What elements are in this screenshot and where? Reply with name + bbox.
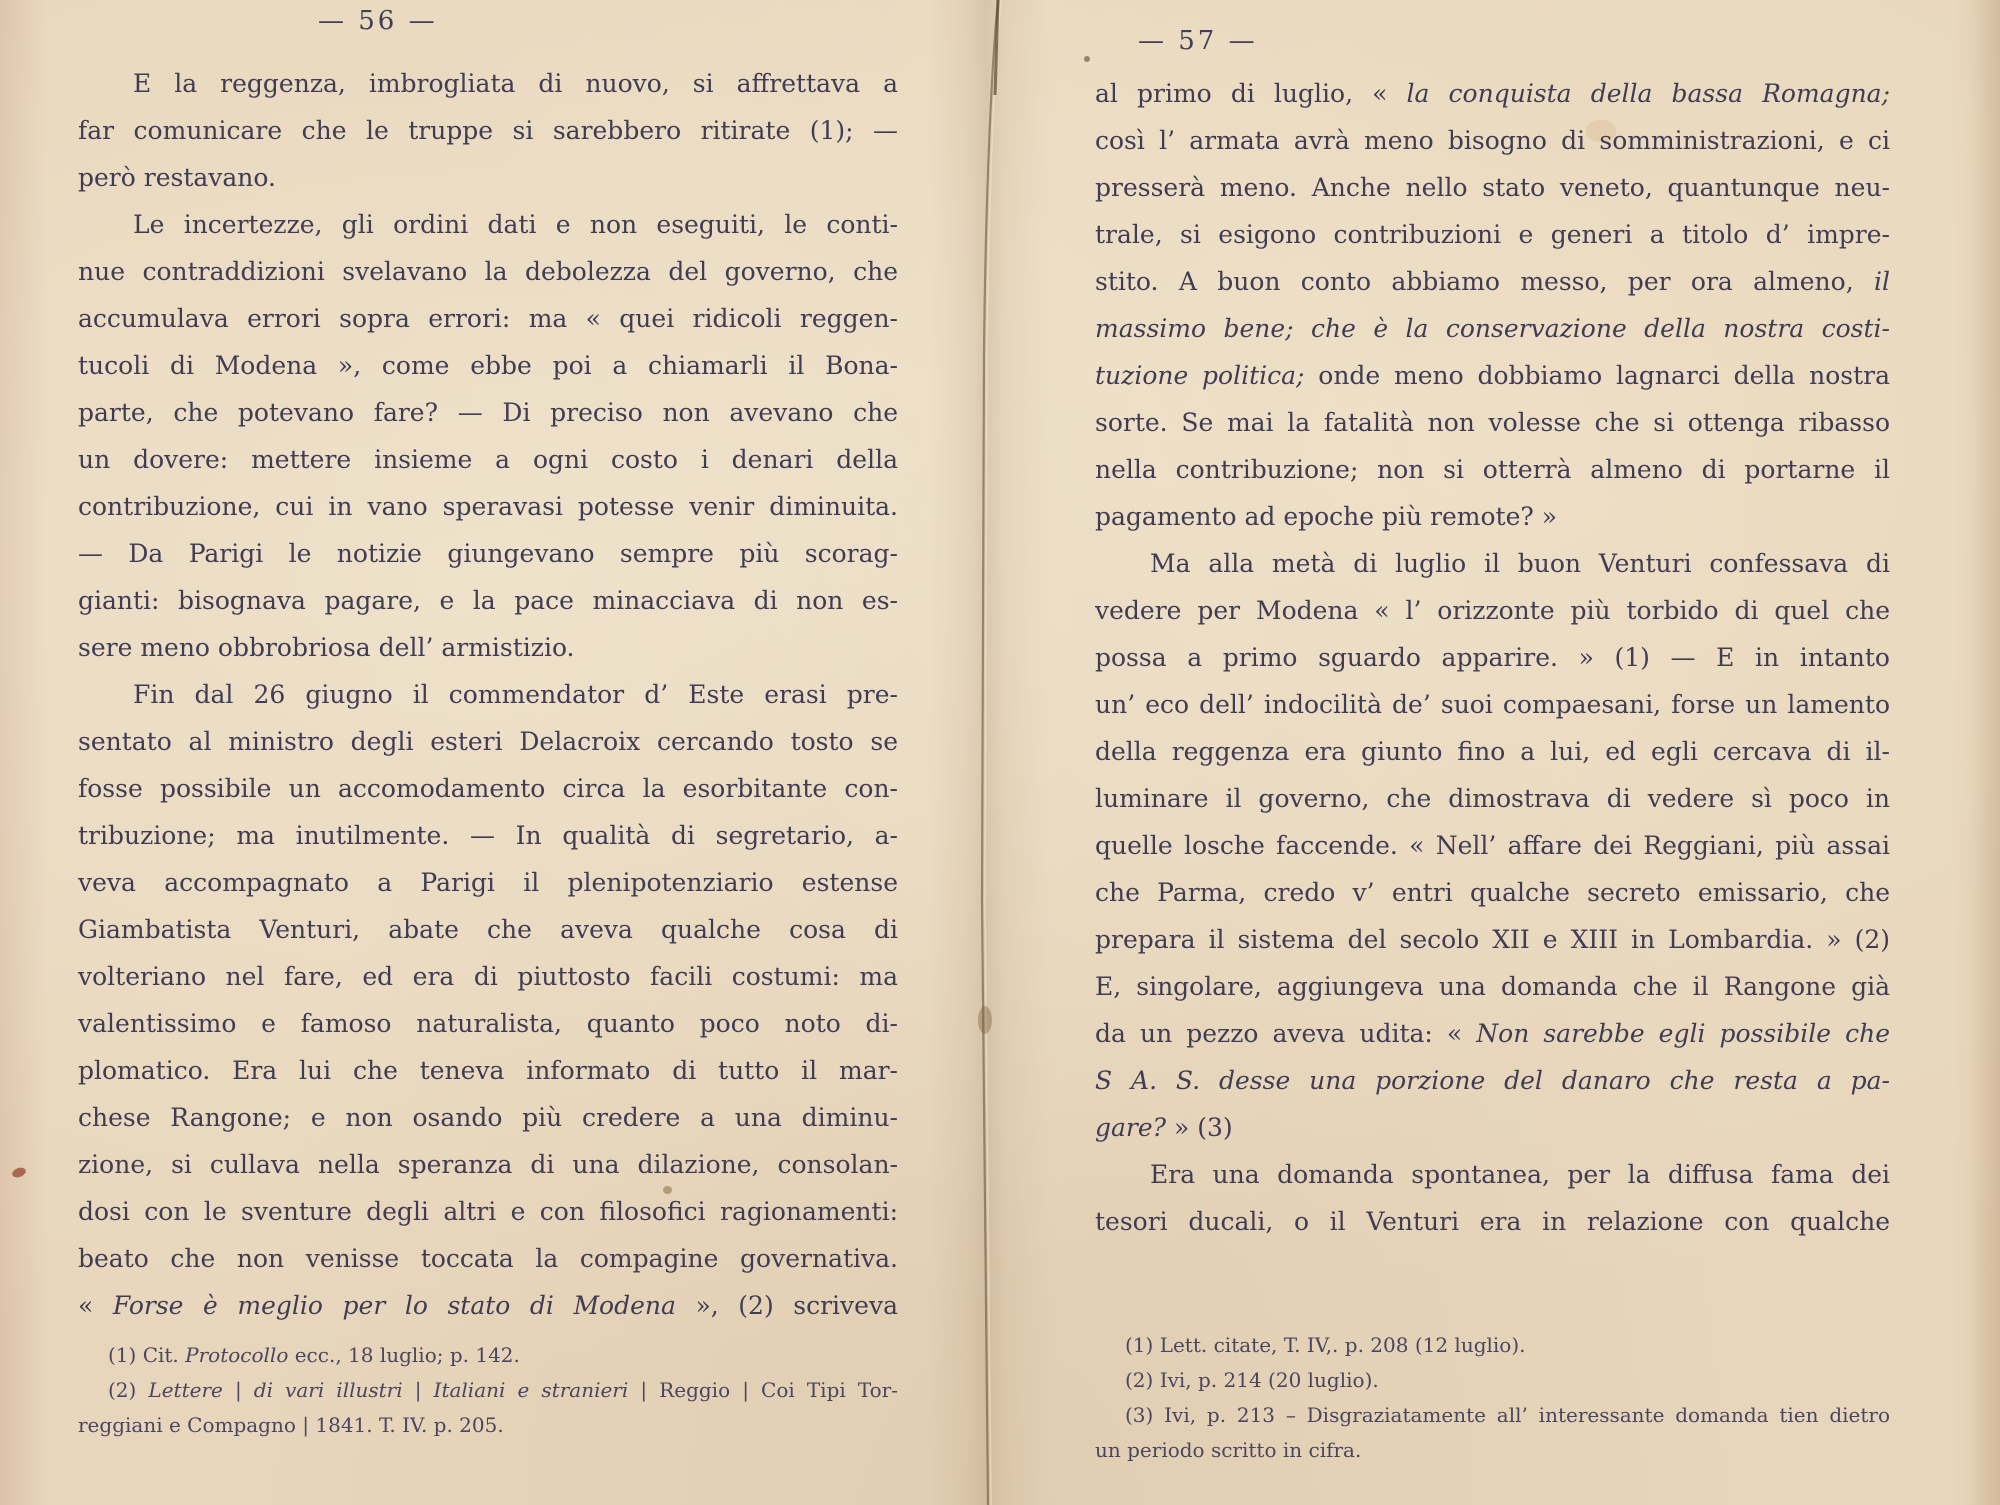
- regular-text: parte, che potevano fare? — Di preciso non avevano che: [78, 398, 898, 427]
- regular-text: gianti: bisognava pagare, e la pace minacciava di non es-: [78, 586, 898, 615]
- text-line: [78, 1338, 898, 1373]
- text-line: [78, 577, 898, 624]
- text-line: [1095, 164, 1890, 211]
- regular-text: sorte. Se mai la fatalità non volesse che si ottenga ribasso: [1095, 408, 1890, 437]
- text-line: [1095, 352, 1890, 399]
- text-line: [1095, 634, 1890, 681]
- regular-text: così l’ armata avrà meno bisogno di somministrazioni, e ci: [1095, 126, 1890, 155]
- italic-text: Italiani e stranieri: [433, 1378, 629, 1402]
- paragraph: [78, 1373, 898, 1443]
- regular-text: pagamento ad epoche più remote? »: [1095, 502, 1558, 531]
- text-line: [1095, 446, 1890, 493]
- text-line: [78, 718, 898, 765]
- paragraph: [78, 60, 898, 201]
- text-line: [1095, 1010, 1890, 1057]
- text-line: [1095, 587, 1890, 634]
- italic-text: S A. S. desse una porzione del danaro che resta a pa-: [1095, 1066, 1890, 1095]
- regular-text: (2): [108, 1378, 149, 1402]
- paragraph: [1095, 1363, 1890, 1398]
- text-line: [1095, 117, 1890, 164]
- text-line: [1095, 1057, 1890, 1104]
- text-line: [78, 248, 898, 295]
- text-line: [1095, 681, 1890, 728]
- regular-text: tesori ducali, o il Venturi era in relazione con qualche: [1095, 1207, 1890, 1236]
- italic-text: Forse è meglio per lo stato di Modena: [112, 1291, 676, 1320]
- text-line: [1095, 1328, 1890, 1363]
- regular-text: reggiani e Compagno | 1841. T. IV. p. 205.: [78, 1413, 504, 1437]
- page-right-edge-shadow: [1970, 0, 2000, 1505]
- text-line: [78, 671, 898, 718]
- regular-text: luminare il governo, che dimostrava di vedere sì poco in: [1095, 784, 1890, 813]
- text-line: [1095, 728, 1890, 775]
- regular-text: della reggenza era giunto fino a lui, ed egli cercava di il-: [1095, 737, 1890, 766]
- regular-text: (3) Ivi, p. 213 – Disgraziatamente all’ interessante domanda tien dietro: [1125, 1403, 1890, 1427]
- italic-text: la conquista della bassa Romagna;: [1406, 79, 1890, 108]
- regular-text: presserà meno. Anche nello stato veneto, quantunque neu-: [1095, 173, 1890, 202]
- text-line: [78, 154, 898, 201]
- regular-text: chese Rangone; e non osando più credere a una diminu-: [78, 1103, 898, 1132]
- text-line: [78, 1188, 898, 1235]
- regular-text: un dovere: mettere insieme a ogni costo i denari della: [78, 445, 898, 474]
- text-line: [1095, 1198, 1890, 1245]
- regular-text: nella contribuzione; non si otterrà almeno di portarne il: [1095, 455, 1890, 484]
- regular-text: | Reggio | Coi Tipi Tor-: [628, 1378, 899, 1402]
- regular-text: «: [78, 1291, 113, 1320]
- right-page-footnotes: [1095, 1328, 1890, 1468]
- text-line: [78, 483, 898, 530]
- regular-text: far comunicare che le truppe si sarebbero ritirate (1); —: [78, 116, 898, 145]
- text-line: [1095, 1151, 1890, 1198]
- paragraph: [78, 1338, 898, 1373]
- regular-text: plomatico. Era lui che teneva informato di tutto il mar-: [78, 1056, 898, 1085]
- text-line: [1095, 493, 1890, 540]
- regular-text: contribuzione, cui in vano speravasi potesse venir diminuita.: [78, 492, 898, 521]
- regular-text: — Da Parigi le notizie giungevano sempre più scorag-: [78, 539, 898, 568]
- text-line: [78, 1047, 898, 1094]
- regular-text: veva accompagnato a Parigi il plenipotenziario estense: [78, 868, 898, 897]
- text-line: [78, 1141, 898, 1188]
- paragraph: [78, 201, 898, 671]
- text-line: [1095, 1433, 1890, 1468]
- regular-text: vedere per Modena « l’ orizzonte più torbido di quel che: [1095, 596, 1890, 625]
- text-line: [78, 389, 898, 436]
- right-page-number: — 57 —: [1138, 26, 1258, 56]
- paragraph: [1095, 1328, 1890, 1363]
- regular-text: trale, si esigono contribuzioni e generi a titolo d’ impre-: [1095, 220, 1890, 249]
- regular-text: da un pezzo aveva udita: «: [1095, 1019, 1477, 1048]
- paragraph: [78, 671, 898, 1329]
- regular-text: che Parma, credo v’ entri qualche secreto emissario, che: [1095, 878, 1890, 907]
- regular-text: |: [222, 1378, 254, 1402]
- paragraph: [1095, 540, 1890, 1151]
- text-line: [1095, 211, 1890, 258]
- paragraph: [1095, 70, 1890, 540]
- regular-text: però restavano.: [78, 163, 276, 192]
- text-line: [78, 953, 898, 1000]
- italic-text: Lettere: [148, 1378, 223, 1402]
- regular-text: quelle losche faccende. « Nell’ affare dei Reggiani, più assai: [1095, 831, 1890, 860]
- text-line: [1095, 775, 1890, 822]
- right-page-text: [1095, 70, 1890, 1245]
- regular-text: valentissimo e famoso naturalista, quanto poco noto di-: [78, 1009, 898, 1038]
- regular-text: fosse possibile un accomodamento circa la esorbitante con-: [78, 774, 898, 803]
- paragraph: [1095, 1151, 1890, 1245]
- regular-text: (1) Cit.: [108, 1343, 186, 1367]
- regular-text: Giambatista Venturi, abate che aveva qualche cosa di: [78, 915, 898, 944]
- text-line: [1095, 822, 1890, 869]
- regular-text: un’ eco dell’ indocilità de’ suoi compaesani, forse un lamento: [1095, 690, 1890, 719]
- text-line: [78, 1282, 898, 1329]
- italic-text: di vari illustri: [253, 1378, 403, 1402]
- regular-text: » (3): [1166, 1113, 1233, 1142]
- regular-text: tribuzione; ma inutilmente. — In qualità di segretario, a-: [78, 821, 898, 850]
- text-line: [78, 342, 898, 389]
- regular-text: al primo di luglio, «: [1095, 79, 1407, 108]
- italic-text: Non sarebbe egli possibile che: [1476, 1019, 1890, 1048]
- text-line: [78, 107, 898, 154]
- text-line: [78, 859, 898, 906]
- text-line: [1095, 1104, 1890, 1151]
- paper-speck: [1084, 56, 1090, 62]
- text-line: [78, 436, 898, 483]
- page-gutter-shadow: [928, 0, 1052, 1505]
- text-line: [78, 1094, 898, 1141]
- regular-text: ecc., 18 luglio; p. 142.: [288, 1343, 520, 1367]
- regular-text: zione, si cullava nella speranza di una dilazione, consolan-: [78, 1150, 898, 1179]
- text-line: [1095, 70, 1890, 117]
- regular-text: tucoli di Modena », come ebbe poi a chiamarli il Bona-: [78, 351, 898, 380]
- text-line: [78, 60, 898, 107]
- text-line: [78, 1000, 898, 1047]
- text-line: [78, 295, 898, 342]
- italic-text: il: [1874, 267, 1890, 296]
- regular-text: prepara il sistema del secolo XII e XIII in Lombardia. » (2): [1095, 925, 1890, 954]
- regular-text: E la reggenza, imbrogliata di nuovo, si affrettava a: [133, 69, 898, 98]
- paper-speck: [11, 1166, 27, 1179]
- regular-text: sere meno obbrobriosa dell’ armistizio.: [78, 633, 575, 662]
- regular-text: Fin dal 26 giugno il commendator d’ Este erasi pre-: [133, 680, 898, 709]
- paragraph: [1095, 1398, 1890, 1468]
- text-line: [1095, 258, 1890, 305]
- text-line: [78, 530, 898, 577]
- regular-text: volteriano nel fare, ed era di piuttosto facili costumi: ma: [78, 962, 898, 991]
- text-line: [78, 201, 898, 248]
- text-line: [1095, 869, 1890, 916]
- text-line: [78, 1373, 898, 1408]
- left-page-text: [78, 60, 898, 1329]
- text-line: [78, 624, 898, 671]
- text-line: [78, 812, 898, 859]
- regular-text: sentato al ministro degli esteri Delacroix cercando tosto se: [78, 727, 898, 756]
- text-line: [1095, 1398, 1890, 1433]
- regular-text: |: [402, 1378, 434, 1402]
- left-page-number: — 56 —: [318, 6, 438, 36]
- text-line: [1095, 540, 1890, 587]
- text-line: [1095, 399, 1890, 446]
- text-line: [1095, 916, 1890, 963]
- regular-text: beato che non venisse toccata la compagine governativa.: [78, 1244, 898, 1273]
- text-line: [1095, 305, 1890, 352]
- italic-text: gare?: [1095, 1113, 1167, 1142]
- regular-text: Le incertezze, gli ordini dati e non eseguiti, le conti-: [133, 210, 898, 239]
- regular-text: Era una domanda spontanea, per la diffusa fama dei: [1150, 1160, 1890, 1189]
- regular-text: (1) Lett. citate, T. IV,. p. 208 (12 luglio).: [1125, 1333, 1526, 1357]
- text-line: [78, 906, 898, 953]
- regular-text: accumulava errori sopra errori: ma « quei ridicoli reggen-: [78, 304, 898, 333]
- regular-text: nue contraddizioni svelavano la debolezza del governo, che: [78, 257, 898, 286]
- left-page-footnotes: [78, 1338, 898, 1443]
- text-line: [78, 1408, 898, 1443]
- italic-text: Protocollo: [185, 1343, 289, 1367]
- italic-text: massimo bene; che è la conservazione della nostra costi-: [1095, 314, 1890, 343]
- regular-text: un periodo scritto in cifra.: [1095, 1438, 1362, 1462]
- regular-text: dosi con le sventure degli altri e con filosofici ragionamenti:: [78, 1197, 898, 1226]
- italic-text: tuzione politica;: [1095, 361, 1305, 390]
- text-line: [78, 765, 898, 812]
- text-line: [1095, 1363, 1890, 1398]
- regular-text: E, singolare, aggiungeva una domanda che il Rangone già: [1095, 972, 1890, 1001]
- text-line: [1095, 963, 1890, 1010]
- regular-text: possa a primo sguardo apparire. » (1) — E in intanto: [1095, 643, 1890, 672]
- regular-text: onde meno dobbiamo lagnarci della nostra: [1304, 361, 1890, 390]
- text-line: [78, 1235, 898, 1282]
- regular-text: Ma alla metà di luglio il buon Venturi confessava di: [1150, 549, 1890, 578]
- regular-text: stito. A buon conto abbiamo messo, per ora almeno,: [1095, 267, 1874, 296]
- regular-text: (2) Ivi, p. 214 (20 luglio).: [1125, 1368, 1379, 1392]
- regular-text: », (2) scriveva: [675, 1291, 898, 1320]
